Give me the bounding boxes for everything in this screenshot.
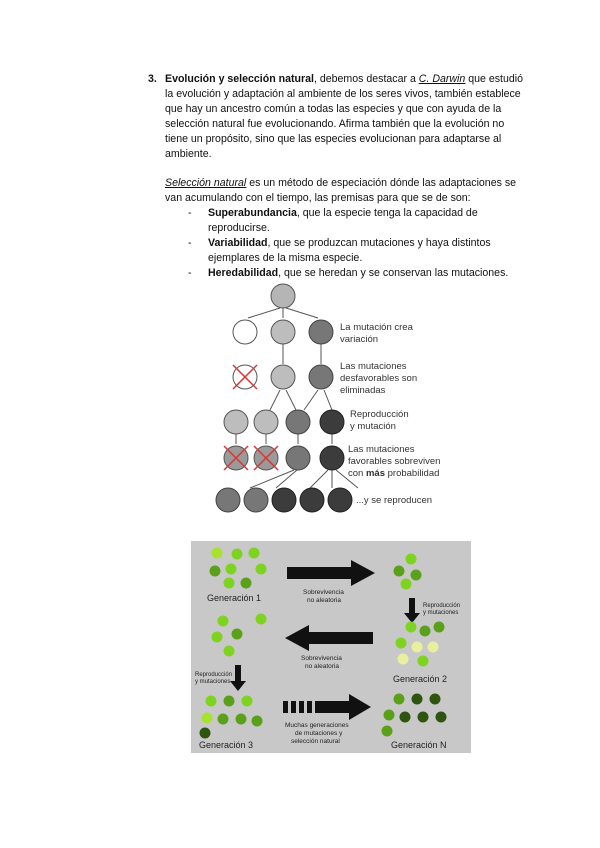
white-circle <box>233 320 257 344</box>
generation-1-label: Generación 1 <box>207 593 262 603</box>
label-reproduction: Reproducción <box>350 409 409 420</box>
definition-paragraph <box>165 176 525 206</box>
definition-term: Selección natural <box>165 177 247 189</box>
mid-circle <box>244 488 268 512</box>
definition-text: es un método de especiación dónde las adaptaciones se van acumulando con el tiempo, las premisas para que se de son: <box>165 177 517 204</box>
author-name: C. Darwin <box>418 73 466 85</box>
organism-dot <box>224 578 235 589</box>
label-survive: Las mutaciones <box>348 444 415 455</box>
organism-dot <box>202 713 213 724</box>
organism-dot <box>224 646 235 657</box>
organism-dot <box>412 642 423 653</box>
arrow-label: Reproducción <box>423 603 461 609</box>
organism-dot <box>382 726 393 737</box>
arrow-label: y mutaciones <box>423 610 459 616</box>
premise-term: Superabundancia <box>208 207 297 219</box>
organism-dot <box>401 579 412 590</box>
selection-tree-diagram <box>200 282 460 514</box>
premise-text: , que se produzcan mutaciones y haya distintos ejemplares de la misma especie. <box>208 237 491 264</box>
label-mutation: La mutación crea <box>340 322 413 333</box>
arrow-label: no aleatoria <box>307 597 341 604</box>
mid-circle <box>216 488 240 512</box>
organism-dot <box>400 712 411 723</box>
label-survive: con más probabilidad <box>348 468 440 479</box>
organism-dot <box>242 696 253 707</box>
organism-dot <box>406 554 417 565</box>
organism-dot <box>212 548 223 559</box>
premise-term: Heredabilidad <box>208 267 279 279</box>
section-heading: Evolución y selección natural <box>165 73 314 85</box>
organism-dot <box>241 578 252 589</box>
arrow-label: no aleatoria <box>305 663 339 670</box>
organism-dot <box>256 564 267 575</box>
dark-circle <box>320 446 344 470</box>
arrow-label: Reproducción <box>195 672 233 678</box>
intro-paragraph <box>165 72 525 162</box>
generations-diagram <box>191 541 471 753</box>
premises-list <box>188 206 528 281</box>
label-final: ...y se reproducen <box>356 495 433 506</box>
arrow-label: de mutaciones y <box>295 730 343 737</box>
generation-2-label: Generación 2 <box>393 674 448 684</box>
intro-text-a: , debemos destacar a <box>313 73 419 85</box>
premise-text: , que la especie tenga la capacidad de reproducirse. <box>208 207 478 234</box>
mid-circle <box>309 365 333 389</box>
premise-item <box>188 236 528 266</box>
dark-circle <box>300 488 324 512</box>
organism-dot <box>218 714 229 725</box>
organism-dot <box>232 629 243 640</box>
organism-dot <box>200 728 211 739</box>
organism-dot <box>236 714 247 725</box>
organism-dot <box>398 654 409 665</box>
organism-dot <box>412 694 423 705</box>
organism-dot <box>252 716 263 727</box>
organism-dot <box>218 616 229 627</box>
arrow-label: Sobrevivencia <box>301 655 342 662</box>
organism-dot <box>434 622 445 633</box>
organism-dot <box>256 614 267 625</box>
mid-circle <box>286 410 310 434</box>
premise-text: , que se heredan y se conservan las mutaciones. <box>278 267 509 279</box>
light-circle <box>271 320 295 344</box>
arrow-label: y mutaciones <box>195 679 231 685</box>
label-mutation: variación <box>340 334 379 345</box>
mid-circle <box>309 320 333 344</box>
organism-dot <box>384 710 395 721</box>
organism-dot <box>212 632 223 643</box>
intro-text-b: que estudió la evolución y adaptación al ambiente de los seres vivos, también establece que hay un ancestro común a todas las especies y que con ayuda de la selección natural fue evolucionando. Afirma también que la evolución no tiene un propósito, sino que las especies evolucionan para adaptarse al ambiente. <box>165 73 524 160</box>
label-eliminated: desfavorables son <box>340 373 418 384</box>
label-eliminated: eliminadas <box>340 385 386 396</box>
light-circle <box>254 410 278 434</box>
dark-circle <box>328 488 352 512</box>
label-reproduction: y mutación <box>350 421 396 432</box>
premise-item <box>188 206 528 236</box>
arrow-label: Sobrevivencia <box>303 589 344 596</box>
organism-dot <box>396 638 407 649</box>
organism-dot <box>394 694 405 705</box>
organism-dot <box>224 696 235 707</box>
organism-dot <box>226 564 237 575</box>
organism-dot <box>406 622 417 633</box>
organism-dot <box>210 566 221 577</box>
organism-dot <box>411 570 422 581</box>
dark-circle <box>320 410 344 434</box>
organism-dot <box>249 548 260 559</box>
organism-dot <box>418 656 429 667</box>
dark-circle <box>272 488 296 512</box>
organism-dot <box>430 694 441 705</box>
organism-dot <box>418 712 429 723</box>
label-eliminated: Las mutaciones <box>340 361 407 372</box>
arrow-label: selección natural <box>291 738 340 745</box>
arrow-label: Muchas generaciones <box>285 722 349 729</box>
mid-circle <box>286 446 310 470</box>
premise-item <box>188 266 528 281</box>
organism-dot <box>420 626 431 637</box>
light-circle <box>224 410 248 434</box>
section-number: 3. <box>148 73 157 85</box>
label-survive: favorables sobreviven <box>348 456 441 467</box>
ancestor-circle <box>271 284 295 308</box>
organism-dot <box>232 549 243 560</box>
premise-term: Variabilidad <box>208 237 268 249</box>
generation-3-label: Generación 3 <box>199 740 254 750</box>
organism-dot <box>436 712 447 723</box>
organism-dot <box>394 566 405 577</box>
organism-dot <box>206 696 217 707</box>
organism-dot <box>428 642 439 653</box>
generation-n-label: Generación N <box>391 740 447 750</box>
light-circle <box>271 365 295 389</box>
